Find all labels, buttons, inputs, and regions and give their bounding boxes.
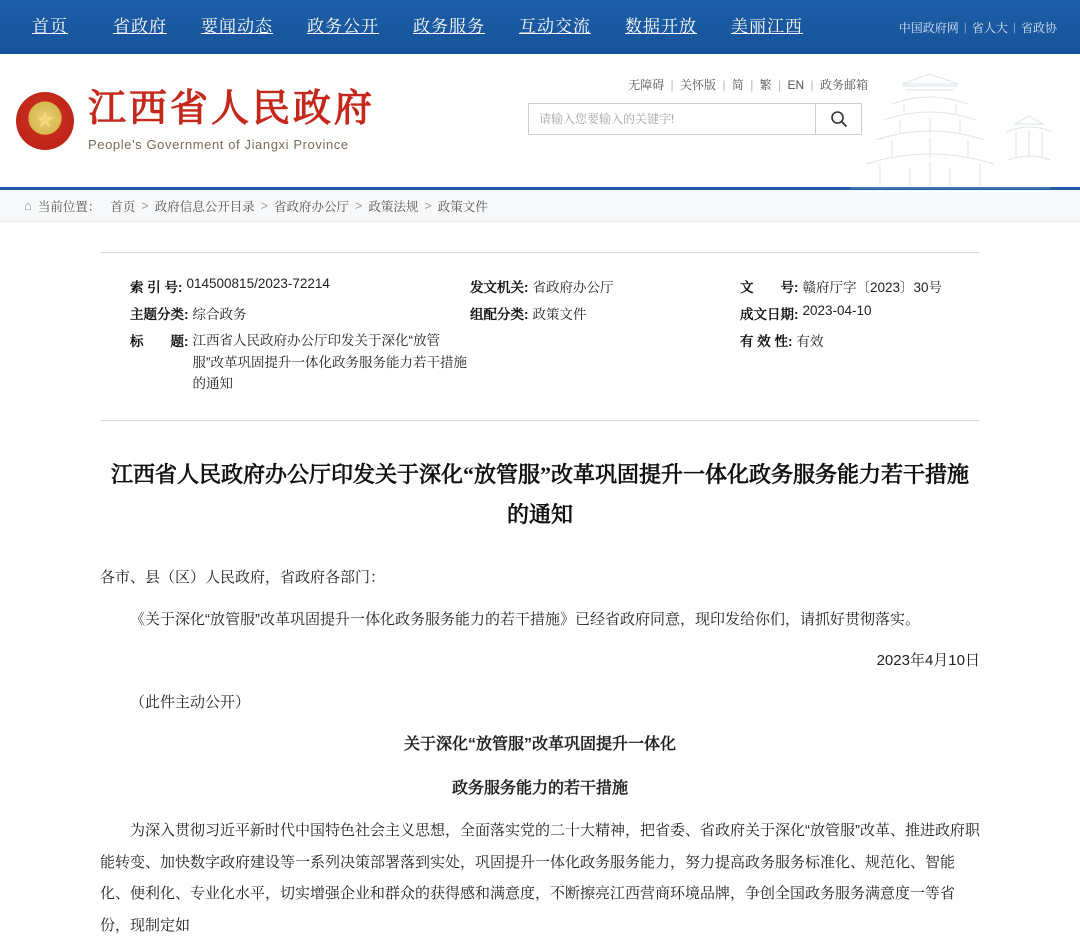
top-navigation-bar bbox=[0, 0, 1080, 54]
link-simplified-chinese[interactable]: 简 bbox=[731, 78, 744, 92]
acc-separator-2: | bbox=[722, 78, 726, 92]
link-government-email[interactable]: 政务邮箱 bbox=[819, 78, 868, 92]
breadcrumb-arrow-3: > bbox=[355, 198, 363, 213]
top-nav-items bbox=[22, 0, 894, 54]
link-care-version[interactable]: 关怀版 bbox=[680, 78, 717, 92]
metadata-value: 2023-04-10 bbox=[802, 303, 872, 318]
nav-item-news[interactable]: 要闻动态 bbox=[201, 17, 273, 36]
metadata-row bbox=[130, 330, 950, 395]
search-bar bbox=[528, 103, 862, 135]
breadcrumb-arrow-4: > bbox=[424, 198, 432, 213]
nav-item-government-services[interactable]: 政务服务 bbox=[413, 17, 485, 36]
metadata-value: 赣府厅字〔2023〕30号 bbox=[802, 280, 943, 295]
body-paragraph-intro: 《关于深化“放管服”改革巩固提升一体化政务服务能力的若干措施》已经省政府同意，现印发给你们，请抓好贯彻落实。 bbox=[130, 610, 920, 628]
breadcrumb-item-general-office[interactable]: 省政府办公厅 bbox=[274, 199, 350, 214]
metadata-key: 有 效 性: bbox=[740, 334, 793, 349]
site-title-block bbox=[88, 89, 375, 152]
nav-item-beautiful-jiangxi[interactable]: 美丽江西 bbox=[731, 17, 803, 36]
site-title-english: People's Government of Jiangxi Province bbox=[88, 136, 349, 152]
acc-separator-4: | bbox=[778, 78, 782, 92]
accessibility-links bbox=[528, 76, 868, 93]
acc-separator-5: | bbox=[810, 78, 814, 92]
nav-separator-1: | bbox=[963, 20, 967, 34]
acc-separator-3: | bbox=[750, 78, 754, 92]
metadata-validity bbox=[740, 330, 950, 395]
metadata-index-number bbox=[130, 276, 470, 296]
metadata-value: 江西省人民政府办公厅印发关于深化“放管服”改革巩固提升一体化政务服务能力若干措施的通知 bbox=[192, 333, 467, 392]
body-paragraph-date: 2023年4月10日 bbox=[876, 652, 980, 670]
nav-item-open-data[interactable]: 数据开放 bbox=[625, 17, 697, 36]
top-nav-external-links bbox=[894, 19, 1062, 36]
breadcrumb-item-disclosure-catalog[interactable]: 政府信息公开目录 bbox=[154, 199, 255, 214]
nav-item-government-affairs-disclosure[interactable]: 政务公开 bbox=[307, 17, 379, 36]
link-provincial-peoples-congress[interactable]: 省人大 bbox=[971, 20, 1008, 35]
body-paragraph-main: 为深入贯彻习近平新时代中国特色社会主义思想，全面落实党的二十大精神，把省委、省政府关于深化“放管服”改革、推进政府职能转变、加快数字政府建设等一系列决策部署落到实处，巩固提升一体化政务服务能力，努力提高政务服务标准化、规范化、智能化、便利化、专业化水平，切实增强企业和群众的获得感和满意度，不断擦亮江西营商环境品牌，争创全国政务服务满意度一等省份，现制定如 bbox=[100, 822, 980, 934]
metadata-key: 文 号: bbox=[740, 280, 799, 295]
search-icon bbox=[829, 109, 849, 129]
metadata-row bbox=[130, 303, 950, 323]
breadcrumb-label: 当前位置： bbox=[37, 199, 101, 214]
metadata-key: 主题分类: bbox=[130, 307, 189, 322]
metadata-value: 有效 bbox=[796, 334, 824, 349]
metadata-document-number bbox=[740, 276, 950, 296]
header-tools bbox=[528, 76, 868, 135]
body-paragraph-disclosure-note: （此件主动公开） bbox=[130, 693, 251, 711]
metadata-key: 标 题: bbox=[130, 334, 189, 349]
metadata-topic-classification bbox=[130, 303, 470, 323]
nav-item-home[interactable]: 首页 bbox=[32, 17, 68, 36]
metadata-key: 发文机关: bbox=[470, 280, 529, 295]
metadata-row bbox=[130, 276, 950, 296]
site-header bbox=[0, 54, 1080, 190]
breadcrumb-item-policies-regulations[interactable]: 政策法规 bbox=[368, 199, 419, 214]
national-emblem-icon bbox=[16, 92, 74, 150]
link-accessibility[interactable]: 无障碍 bbox=[628, 78, 665, 92]
breadcrumb-arrow-2: > bbox=[260, 198, 269, 213]
metadata-value: 014500815/2023-72214 bbox=[186, 276, 330, 291]
breadcrumb-arrow-1: > bbox=[141, 198, 149, 213]
home-icon: ⌂ bbox=[24, 198, 32, 213]
breadcrumb-item-home[interactable]: 首页 bbox=[110, 199, 136, 214]
link-china-government[interactable]: 中国政府网 bbox=[898, 20, 959, 35]
link-english[interactable]: EN bbox=[787, 78, 805, 92]
breadcrumb bbox=[0, 190, 1080, 222]
metadata-spacer bbox=[470, 330, 740, 395]
metadata-key: 成文日期: bbox=[740, 307, 799, 322]
metadata-issuing-agency bbox=[470, 276, 740, 296]
document-body bbox=[100, 562, 980, 941]
metadata-title bbox=[130, 330, 470, 395]
metadata-value: 省政府办公厅 bbox=[532, 280, 614, 295]
nav-separator-2: | bbox=[1012, 20, 1016, 34]
metadata-issue-date bbox=[740, 303, 950, 323]
body-subtitle-line-2: 政务服务能力的若干措施 bbox=[451, 779, 628, 797]
document-metadata-table bbox=[100, 252, 980, 421]
metadata-key: 组配分类: bbox=[470, 307, 529, 322]
search-button[interactable] bbox=[815, 104, 861, 134]
breadcrumb-item-policy-documents[interactable]: 政策文件 bbox=[437, 199, 488, 214]
body-subtitle-line-1: 关于深化“放管服”改革巩固提升一体化 bbox=[403, 736, 676, 754]
page-title: 江西省人民政府办公厅印发关于深化“放管服”改革巩固提升一体化政务服务能力若干措施的通知 bbox=[110, 461, 969, 528]
metadata-value: 政策文件 bbox=[532, 307, 587, 322]
search-input[interactable] bbox=[529, 104, 815, 134]
acc-separator-1: | bbox=[670, 78, 674, 92]
page-content bbox=[0, 252, 1080, 941]
site-title-chinese: 江西省人民政府 bbox=[88, 88, 376, 131]
nav-item-provincial-government[interactable]: 省政府 bbox=[113, 17, 167, 36]
metadata-group-classification bbox=[470, 303, 740, 323]
nav-item-interaction[interactable]: 互动交流 bbox=[519, 17, 591, 36]
metadata-key: 索 引 号: bbox=[130, 280, 183, 295]
link-traditional-chinese[interactable]: 繁 bbox=[759, 78, 772, 92]
link-provincial-cppcc[interactable]: 省政协 bbox=[1020, 20, 1057, 35]
body-paragraph-recipients: 各市、县（区）人民政府，省政府各部门： bbox=[100, 569, 386, 587]
metadata-value: 综合政务 bbox=[192, 307, 247, 322]
